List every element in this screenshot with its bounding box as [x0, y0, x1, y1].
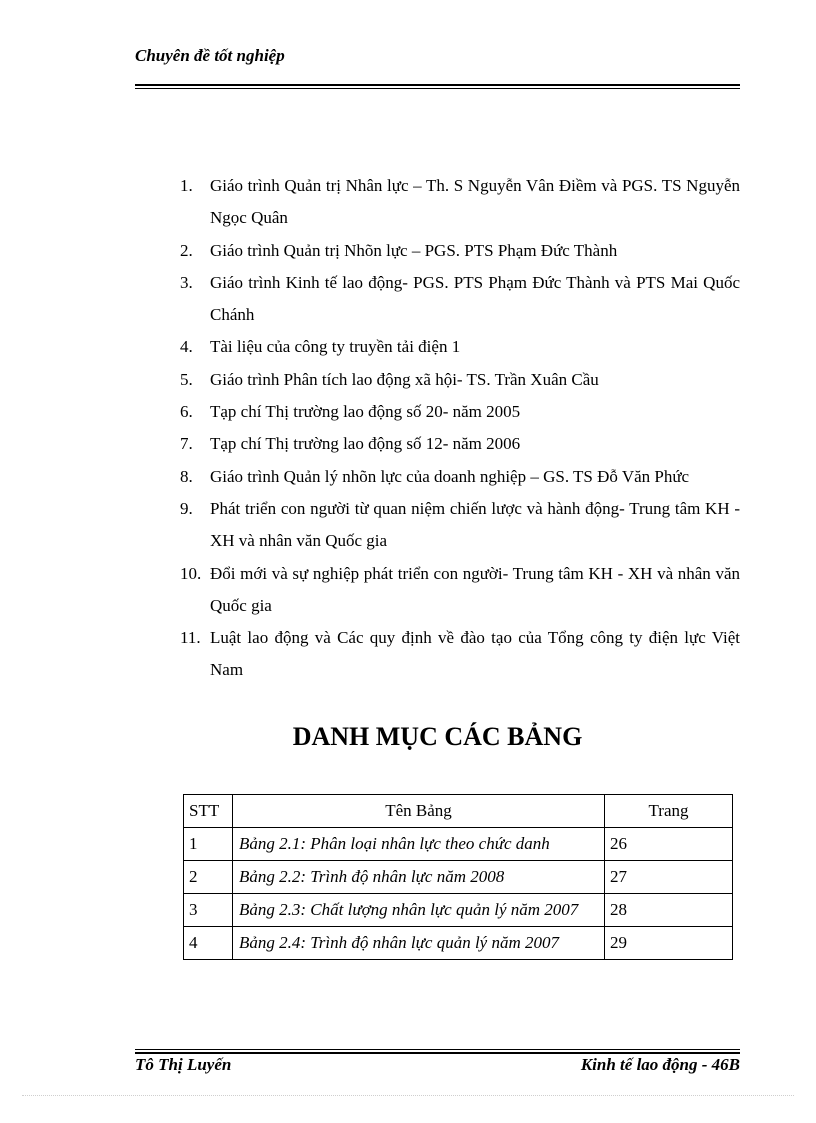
- footer-class: Kinh tế lao động - 46B: [580, 1055, 740, 1074]
- cell-page: 27: [605, 861, 733, 894]
- reference-number: 5.: [180, 369, 193, 389]
- header-page: Trang: [605, 795, 733, 828]
- tables-index: [183, 794, 733, 960]
- reference-number: 2.: [180, 240, 193, 260]
- page-edge: [22, 1095, 794, 1096]
- reference-item: [180, 267, 740, 332]
- header-stt: STT: [184, 795, 233, 828]
- reference-item: [180, 622, 740, 687]
- reference-number: 8.: [180, 466, 193, 486]
- reference-item: [180, 396, 740, 428]
- reference-number: 11.: [180, 628, 201, 648]
- reference-text: Giáo trình Phân tích lao động xã hội- TS. Trần Xuân Cầu: [210, 369, 599, 389]
- reference-number: 10.: [180, 563, 202, 583]
- reference-number: 7.: [180, 434, 193, 454]
- cell-stt: 3: [184, 894, 233, 927]
- reference-text: Giáo trình Quản lý nhõn lực của doanh nghiệp – GS. TS Đỗ Văn Phức: [210, 466, 690, 486]
- section-title: DANH MỤC CÁC BẢNG: [292, 722, 583, 751]
- cell-stt: 4: [184, 927, 233, 960]
- reference-text: Tài liệu của công ty truyền tải điện 1: [210, 337, 461, 357]
- footer: [135, 1055, 740, 1075]
- table-row: [184, 894, 733, 927]
- cell-stt: 2: [184, 861, 233, 894]
- header-name: Tên Bảng: [233, 795, 605, 828]
- reference-number: 3.: [180, 272, 193, 292]
- reference-text: Giáo trình Quản trị Nhân lực – Th. S Nguyễn Vân Điềm và PGS. TS Nguyễn Ngọc Quân: [210, 176, 740, 228]
- table-row: [184, 861, 733, 894]
- cell-name: Bảng 2.3: Chất lượng nhân lực quản lý năm 2007: [233, 894, 605, 927]
- reference-text: Phát triển con người từ quan niệm chiến lược và hành động- Trung tâm KH - XH và nhân văn Quốc gia: [210, 498, 740, 551]
- reference-item: [180, 235, 740, 267]
- cell-page: 29: [605, 927, 733, 960]
- table-row: [184, 828, 733, 861]
- reference-item: [180, 558, 740, 623]
- footer-author: Tô Thị Luyến: [135, 1055, 232, 1074]
- reference-text: Tạp chí Thị trường lao động số 12- năm 2006: [210, 434, 521, 454]
- reference-number: 9.: [180, 498, 193, 518]
- reference-number: 6.: [180, 402, 193, 422]
- reference-item: [180, 331, 740, 363]
- header-divider: [135, 84, 740, 89]
- table-list: [183, 794, 733, 1012]
- reference-item: [180, 170, 740, 235]
- reference-number: 1.: [180, 176, 193, 195]
- reference-list: [180, 170, 740, 687]
- reference-text: Giáo trình Kinh tế lao động- PGS. PTS Phạm Đức Thành và PTS Mai Quốc Chánh: [210, 272, 740, 325]
- reference-text: Đổi mới và sự nghiệp phát triển con người- Trung tâm KH - XH và nhân văn Quốc gia: [210, 563, 740, 615]
- reference-text: Tạp chí Thị trường lao động số 20- năm 2005: [210, 402, 521, 422]
- reference-item: [180, 461, 740, 493]
- table-row: [184, 927, 733, 960]
- cell-name: Bảng 2.2: Trình độ nhân lực năm 2008: [233, 861, 605, 894]
- reference-item: [180, 364, 740, 396]
- footer-divider: [135, 1049, 740, 1054]
- cell-name: Bảng 2.1: Phân loại nhân lực theo chức danh: [233, 828, 605, 861]
- reference-text: Luật lao động và Các quy định về đào tạo của Tổng công ty điện lực Việt Nam: [210, 628, 740, 680]
- reference-item: [180, 493, 740, 558]
- header-title: Chuyên đề tốt nghiệp: [135, 46, 285, 65]
- cell-stt: 1: [184, 828, 233, 861]
- table-header-row: [184, 795, 733, 828]
- cell-page: 28: [605, 894, 733, 927]
- reference-text: Giáo trình Quản trị Nhõn lực – PGS. PTS Phạm Đức Thành: [210, 240, 618, 260]
- cell-name: Bảng 2.4: Trình độ nhân lực quản lý năm 2007: [233, 927, 605, 960]
- reference-item: [180, 428, 740, 460]
- reference-number: 4.: [180, 337, 193, 357]
- cell-page: 26: [605, 828, 733, 861]
